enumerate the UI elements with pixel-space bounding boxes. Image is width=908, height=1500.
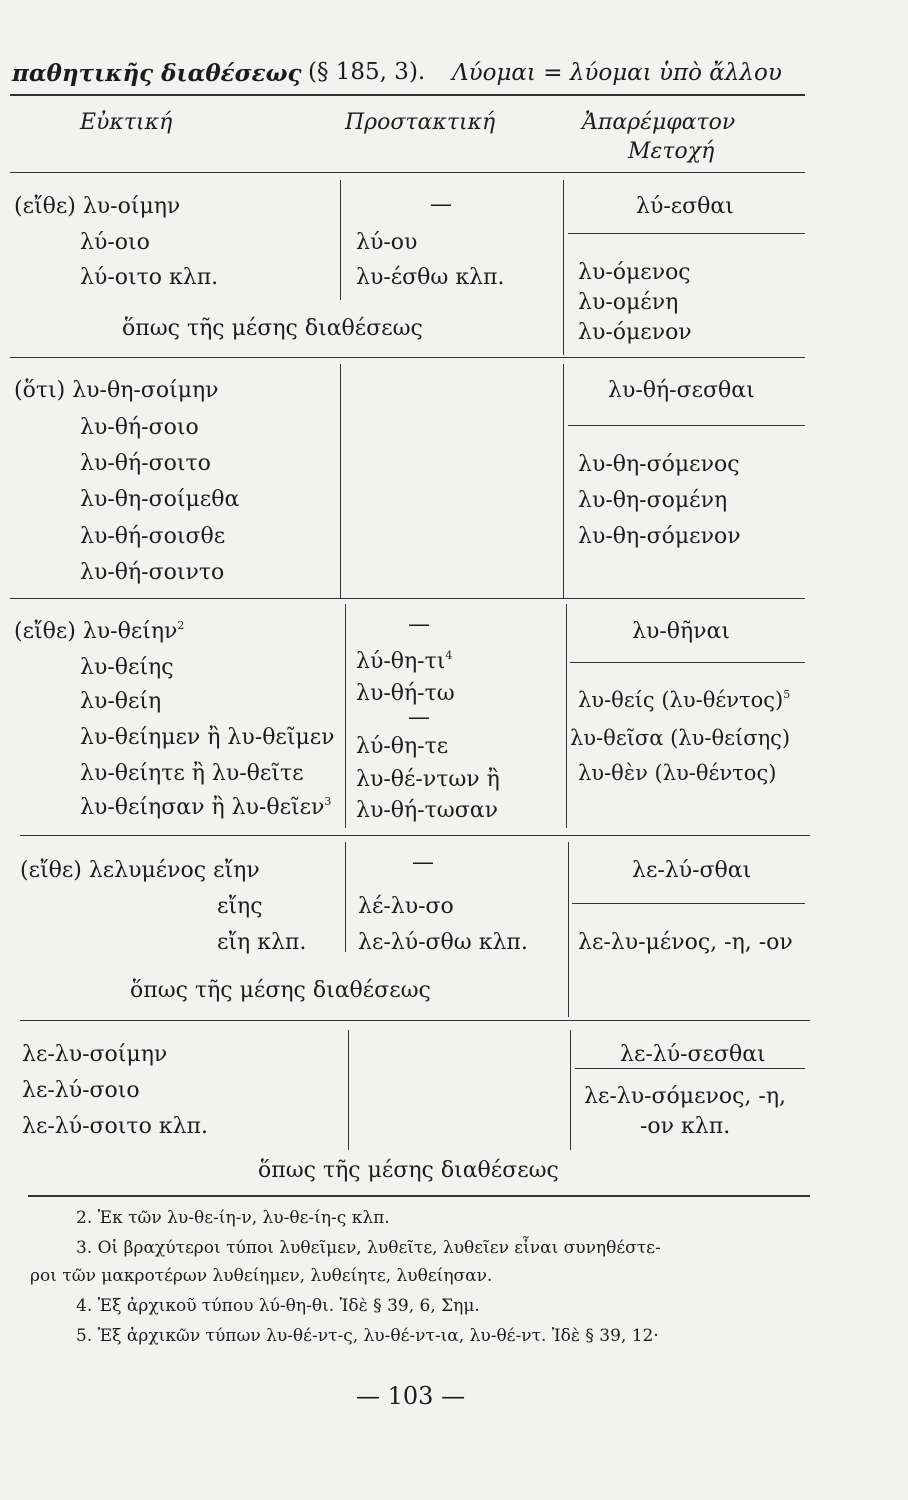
- header-rule: [10, 94, 805, 96]
- divider: [563, 364, 564, 598]
- divider: [570, 662, 805, 663]
- section-note: ὅπως τῆς μέσης διαθέσεως: [122, 316, 423, 341]
- footnote: ροι τῶν μακροτέρων λυθείημεν, λυθείητε, λυθείησαν.: [30, 1266, 493, 1286]
- heading-optative: Εὐκτική: [80, 110, 173, 135]
- form-line: εἴης: [217, 894, 263, 919]
- form-line: λυ-όμενος: [578, 260, 691, 285]
- form-line: λυ-θείη: [80, 689, 162, 714]
- form-line: (εἴθε) λυ-οίμην: [14, 194, 181, 219]
- form-line: λε-λυ-μένος, -η, -ον: [578, 930, 793, 955]
- infinitive-form: λε-λύ-σεσθαι: [620, 1042, 766, 1067]
- divider: [345, 604, 346, 828]
- dash: —: [412, 850, 434, 875]
- divider: [568, 425, 805, 426]
- footnote-rule: [28, 1195, 810, 1197]
- form-line: λυ-θέ-ντων ἢ: [356, 767, 500, 792]
- form-line: λυ-ομένη: [578, 290, 679, 315]
- section-rule: [10, 357, 805, 358]
- footnote: 2. Ἐκ τῶν λυ-θε-ίη-ν, λυ-θε-ίη-ς κλπ.: [76, 1208, 390, 1228]
- title-right: Λύομαι = λύομαι ὑπὸ ἄλλου: [452, 60, 782, 86]
- form-line: λυ-θεῖσα (λυ-θείσης): [570, 726, 791, 750]
- form-line: (εἴθε) λελυμένος εἴην: [20, 858, 260, 883]
- dash: —: [408, 612, 430, 637]
- heading-imperative: Προστακτική: [345, 110, 496, 135]
- title-ref: (§ 185, 3).: [308, 59, 426, 85]
- divider: [568, 842, 569, 1017]
- infinitive-form: λυ-θῆναι: [632, 619, 731, 644]
- dash: —: [408, 705, 430, 730]
- form-line: λυ-όμενον: [578, 320, 692, 345]
- divider: [575, 1068, 805, 1069]
- form-line: λύ-ου: [356, 230, 418, 255]
- form-line: λύ-οιο: [80, 230, 150, 255]
- divider: [566, 604, 567, 828]
- form-line: λυ-θή-τωσαν: [356, 798, 498, 823]
- heading-rule: [10, 172, 805, 173]
- title-left: παθητικῆς διαθέσεως: [12, 60, 302, 87]
- form-line: λυ-θείημεν ἢ λυ-θεῖμεν: [80, 725, 335, 750]
- divider: [340, 364, 341, 598]
- form-line: λυ-θείης: [80, 655, 174, 680]
- infinitive-form: λε-λύ-σθαι: [632, 858, 752, 883]
- section-rule: [10, 598, 805, 599]
- form-line: εἴη κλπ.: [217, 930, 307, 955]
- form-line: λυ-θὲν (λυ-θέντος): [578, 761, 777, 785]
- footnote-marker: 3: [324, 795, 332, 808]
- form-line: λυ-θή-τω: [356, 681, 455, 706]
- form-line: λύ-οιτο κλπ.: [80, 265, 219, 290]
- footnote: 3. Οἱ βραχύτεροι τύποι λυθεῖμεν, λυθεῖτε, λυθεῖεν εἶναι συνηθέστε-: [76, 1238, 661, 1258]
- section-rule: [20, 835, 810, 836]
- form-line: λυ-θή-σοιο: [80, 415, 199, 440]
- footnote: 4. Ἐξ ἀρχικοῦ τύπου λύ-θη-θι. Ἰδὲ § 39, 6, Σημ.: [76, 1296, 480, 1316]
- form-line: λυ-θή-σοιτο: [80, 451, 211, 476]
- infinitive-form: λύ-εσθαι: [636, 194, 734, 219]
- form-line: λε-λύ-σοιο: [22, 1078, 140, 1103]
- divider: [348, 1030, 349, 1150]
- form-line: λυ-θή-σοιντο: [80, 560, 225, 585]
- form-line: λύ-θη-τε: [356, 734, 449, 759]
- footnote-marker: 4: [445, 649, 453, 662]
- form-line: λυ-θη-σόμενος: [578, 452, 740, 477]
- form-line: λυ-θείησαν ἢ λυ-θεῖεν: [80, 795, 325, 820]
- form-line: λυ-θη-σομένη: [578, 488, 728, 513]
- divider: [345, 842, 346, 952]
- divider: [568, 233, 805, 234]
- form-line: λυ-θείς (λυ-θέντος): [578, 688, 784, 712]
- form-line: λε-λυ-σοίμην: [22, 1042, 168, 1067]
- form-line: λυ-θή-σοισθε: [80, 524, 226, 549]
- form-line: (εἴθε) λυ-θείην: [14, 619, 178, 644]
- section-rule: [20, 1020, 810, 1021]
- section-note: ὅπως τῆς μέσης διαθέσεως: [258, 1158, 559, 1183]
- form-line: -ον κλπ.: [640, 1114, 731, 1139]
- divider: [563, 180, 564, 355]
- form-line: λε-λύ-σοιτο κλπ.: [22, 1114, 208, 1139]
- form-line: λέ-λυ-σο: [358, 894, 454, 919]
- form-line: λυ-θείητε ἢ λυ-θεῖτε: [80, 761, 304, 786]
- heading-infinitive: Ἀπαρέμφατον: [582, 110, 736, 135]
- divider: [340, 180, 341, 300]
- footnote: 5. Ἐξ ἀρχικῶν τύπων λυ-θέ-ντ-ς, λυ-θέ-ντ-ια, λυ-θέ-ντ. Ἰδὲ § 39, 12·: [76, 1326, 659, 1346]
- page-number: — 103 —: [356, 1382, 466, 1410]
- divider: [572, 903, 805, 904]
- form-line: λυ-έσθω κλπ.: [356, 265, 505, 290]
- footnote-marker: 5: [783, 688, 791, 701]
- heading-participle: Μετοχή: [628, 139, 715, 164]
- section-note: ὅπως τῆς μέσης διαθέσεως: [130, 978, 431, 1003]
- form-line: λύ-θη-τι: [356, 649, 446, 674]
- form-line: λε-λυ-σόμενος, -η,: [584, 1084, 787, 1109]
- form-line: λυ-θη-σοίμεθα: [80, 487, 240, 512]
- form-line: λε-λύ-σθω κλπ.: [358, 930, 528, 955]
- divider: [570, 1030, 571, 1150]
- footnote-marker: 2: [177, 619, 185, 632]
- infinitive-form: λυ-θή-σεσθαι: [608, 378, 755, 403]
- form-line: λυ-θη-σόμενον: [578, 524, 741, 549]
- form-line: (ὅτι) λυ-θη-σοίμην: [14, 378, 219, 403]
- dash: —: [430, 192, 452, 217]
